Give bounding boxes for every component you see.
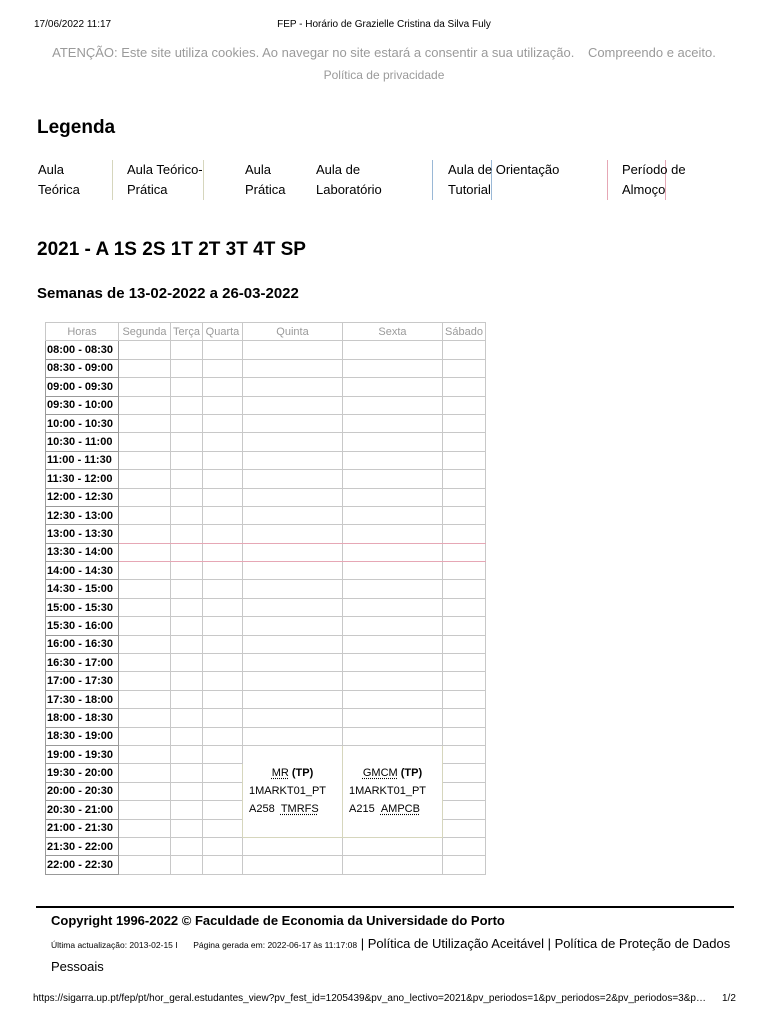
empty-slot	[119, 525, 171, 543]
hour-label: 11:00 - 11:30	[46, 451, 119, 469]
empty-slot	[343, 470, 443, 488]
empty-slot	[171, 470, 203, 488]
empty-slot	[171, 562, 203, 580]
empty-slot	[443, 598, 486, 616]
col-header-sabado: Sábado	[443, 323, 486, 341]
empty-slot	[119, 801, 171, 819]
empty-slot	[203, 598, 243, 616]
hour-label: 12:30 - 13:00	[46, 506, 119, 524]
empty-slot	[203, 709, 243, 727]
empty-slot	[119, 451, 171, 469]
legend-title: Legenda	[37, 117, 116, 138]
print-footer-page: 1/2	[722, 993, 736, 1004]
empty-slot	[171, 690, 203, 708]
empty-slot	[443, 745, 486, 763]
empty-slot	[343, 690, 443, 708]
empty-slot	[203, 580, 243, 598]
empty-slot	[171, 341, 203, 359]
empty-slot	[343, 562, 443, 580]
table-row	[46, 543, 486, 561]
hour-label: 10:30 - 11:00	[46, 433, 119, 451]
empty-slot	[443, 433, 486, 451]
empty-slot	[243, 654, 343, 672]
empty-slot	[343, 488, 443, 506]
table-row	[46, 359, 486, 377]
empty-slot	[171, 525, 203, 543]
empty-slot	[243, 837, 343, 855]
empty-slot	[203, 819, 243, 837]
empty-slot	[443, 690, 486, 708]
col-header-terca: Terça	[171, 323, 203, 341]
hour-label: 13:30 - 14:00	[46, 543, 119, 561]
legend-item-almoco: Período de Almoço	[607, 160, 666, 200]
empty-slot	[171, 672, 203, 690]
table-row	[46, 451, 486, 469]
empty-slot	[243, 378, 343, 396]
class-room: A258	[249, 803, 275, 816]
empty-slot	[343, 525, 443, 543]
empty-slot	[203, 414, 243, 432]
empty-slot	[203, 856, 243, 874]
empty-slot	[171, 745, 203, 763]
empty-slot	[203, 617, 243, 635]
table-row	[46, 414, 486, 432]
empty-slot	[171, 451, 203, 469]
empty-slot	[203, 488, 243, 506]
empty-slot	[171, 414, 203, 432]
table-row	[46, 341, 486, 359]
empty-slot	[171, 856, 203, 874]
table-row	[46, 837, 486, 855]
table-row	[46, 727, 486, 745]
empty-slot	[443, 672, 486, 690]
empty-slot	[203, 837, 243, 855]
footer-divider	[36, 906, 734, 908]
empty-slot	[203, 506, 243, 524]
col-header-quarta: Quarta	[203, 323, 243, 341]
table-row	[46, 396, 486, 414]
empty-slot	[243, 525, 343, 543]
hour-label: 20:00 - 20:30	[46, 782, 119, 800]
empty-slot	[343, 709, 443, 727]
table-row	[46, 745, 486, 763]
empty-slot	[171, 433, 203, 451]
empty-slot	[343, 359, 443, 377]
table-row	[46, 525, 486, 543]
empty-slot	[203, 525, 243, 543]
empty-slot	[119, 745, 171, 763]
empty-slot	[203, 378, 243, 396]
empty-slot	[343, 727, 443, 745]
weeks-title: Semanas de 13-02-2022 a 26-03-2022	[37, 285, 299, 302]
class-type: (TP)	[291, 767, 314, 780]
footer-updated: Última actualização: 2013-02-15 I	[51, 940, 178, 950]
hour-label: 16:30 - 17:00	[46, 654, 119, 672]
empty-slot	[119, 414, 171, 432]
col-header-sexta: Sexta	[343, 323, 443, 341]
hour-label: 17:30 - 18:00	[46, 690, 119, 708]
empty-slot	[171, 506, 203, 524]
print-footer-url: https://sigarra.up.pt/fep/pt/hor_geral.estudantes_view?pv_fest_id=1205439&pv_ano_lectivo=2021&pv_periodos=1&pv_periodos=2&pv_periodos=3&p…	[33, 993, 706, 1004]
empty-slot	[443, 617, 486, 635]
empty-slot	[119, 690, 171, 708]
empty-slot	[443, 451, 486, 469]
empty-slot	[203, 396, 243, 414]
hour-label: 09:00 - 09:30	[46, 378, 119, 396]
empty-slot	[203, 654, 243, 672]
cookie-accept-link[interactable]: Compreendo e aceito.	[587, 45, 716, 60]
hour-label: 18:00 - 18:30	[46, 709, 119, 727]
table-row	[46, 580, 486, 598]
empty-slot	[203, 543, 243, 561]
empty-slot	[243, 488, 343, 506]
empty-slot	[443, 488, 486, 506]
empty-slot	[171, 359, 203, 377]
empty-slot	[119, 782, 171, 800]
empty-slot	[119, 672, 171, 690]
hour-label: 16:00 - 16:30	[46, 635, 119, 653]
col-header-horas: Horas	[46, 323, 119, 341]
table-row	[46, 654, 486, 672]
empty-slot	[119, 654, 171, 672]
table-row	[46, 617, 486, 635]
empty-slot	[119, 562, 171, 580]
empty-slot	[343, 580, 443, 598]
empty-slot	[243, 709, 343, 727]
schedule-title: 2021 - A 1S 2S 1T 2T 3T 4T SP	[37, 239, 306, 260]
empty-slot	[119, 764, 171, 782]
empty-slot	[243, 690, 343, 708]
empty-slot	[243, 506, 343, 524]
table-row	[46, 506, 486, 524]
hour-label: 17:00 - 17:30	[46, 672, 119, 690]
footer-meta	[51, 933, 741, 977]
legend-item-laboratorio: Aula de Laboratório	[316, 162, 382, 197]
empty-slot	[171, 378, 203, 396]
empty-slot	[443, 856, 486, 874]
empty-slot	[119, 543, 171, 561]
empty-slot	[243, 433, 343, 451]
empty-slot	[171, 837, 203, 855]
legend-item-teorica: Aula Teórica	[38, 162, 80, 197]
empty-slot	[203, 433, 243, 451]
empty-slot	[243, 617, 343, 635]
empty-slot	[171, 727, 203, 745]
class-group: 1MARKT01_PT	[249, 785, 327, 798]
empty-slot	[343, 543, 443, 561]
hour-label: 10:00 - 10:30	[46, 414, 119, 432]
table-row	[46, 635, 486, 653]
empty-slot	[443, 727, 486, 745]
empty-slot	[203, 801, 243, 819]
empty-slot	[343, 396, 443, 414]
empty-slot	[171, 617, 203, 635]
footer-policy-links[interactable]: | Política de Utilização Aceitável | Política de Proteção de Dados Pessoais	[51, 936, 731, 974]
empty-slot	[443, 341, 486, 359]
hour-label: 08:30 - 09:00	[46, 359, 119, 377]
table-row	[46, 470, 486, 488]
empty-slot	[243, 414, 343, 432]
empty-slot	[343, 378, 443, 396]
empty-slot	[119, 598, 171, 616]
empty-slot	[443, 470, 486, 488]
cookie-notice-text: ATENÇÃO: Este site utiliza cookies. Ao navegar no site estará a consentir a sua utilização.	[52, 45, 575, 60]
print-header-title: FEP - Horário de Grazielle Cristina da Silva Fuly	[277, 19, 491, 30]
empty-slot	[243, 635, 343, 653]
empty-slot	[203, 690, 243, 708]
table-row	[46, 709, 486, 727]
table-row	[46, 378, 486, 396]
empty-slot	[119, 470, 171, 488]
table-row	[46, 690, 486, 708]
empty-slot	[343, 451, 443, 469]
empty-slot	[443, 506, 486, 524]
col-header-quinta: Quinta	[243, 323, 343, 341]
class-group: 1MARKT01_PT	[349, 785, 427, 798]
empty-slot	[119, 856, 171, 874]
empty-slot	[119, 727, 171, 745]
empty-slot	[243, 341, 343, 359]
empty-slot	[119, 359, 171, 377]
teacher-link[interactable]: AMPCB	[380, 803, 420, 816]
col-header-segunda: Segunda	[119, 323, 171, 341]
legend-item-pratica: Aula Prática	[245, 162, 286, 197]
hour-label: 09:30 - 10:00	[46, 396, 119, 414]
empty-slot	[171, 782, 203, 800]
schedule-table	[45, 322, 486, 875]
empty-slot	[203, 562, 243, 580]
empty-slot	[443, 635, 486, 653]
empty-slot	[443, 359, 486, 377]
course-code-link[interactable]: GMCM	[362, 767, 398, 780]
hour-label: 11:30 - 12:00	[46, 470, 119, 488]
empty-slot	[119, 635, 171, 653]
empty-slot	[443, 525, 486, 543]
empty-slot	[443, 654, 486, 672]
empty-slot	[343, 654, 443, 672]
empty-slot	[343, 856, 443, 874]
empty-slot	[171, 654, 203, 672]
empty-slot	[203, 727, 243, 745]
empty-slot	[343, 341, 443, 359]
empty-slot	[443, 819, 486, 837]
hour-label: 15:00 - 15:30	[46, 598, 119, 616]
empty-slot	[443, 414, 486, 432]
footer-generated: Página gerada em: 2022-06-17 às 11:17:08	[193, 940, 358, 950]
empty-slot	[343, 598, 443, 616]
legend-item-teorico-pratica: Aula Teórico- Prática	[112, 160, 204, 200]
empty-slot	[243, 598, 343, 616]
empty-slot	[243, 672, 343, 690]
legend-item-orientacao-tutorial: Aula de Orientação Tutorial	[432, 160, 492, 200]
hour-label: 12:00 - 12:30	[46, 488, 119, 506]
hour-label: 18:30 - 19:00	[46, 727, 119, 745]
class-cell-friday[interactable]	[343, 745, 443, 837]
empty-slot	[343, 433, 443, 451]
empty-slot	[443, 580, 486, 598]
empty-slot	[171, 635, 203, 653]
table-row	[46, 433, 486, 451]
empty-slot	[203, 451, 243, 469]
table-row	[46, 672, 486, 690]
hour-label: 15:30 - 16:00	[46, 617, 119, 635]
hour-label: 13:00 - 13:30	[46, 525, 119, 543]
empty-slot	[171, 709, 203, 727]
empty-slot	[443, 837, 486, 855]
empty-slot	[343, 672, 443, 690]
hour-label: 22:00 - 22:30	[46, 856, 119, 874]
teacher-link[interactable]: TMRFS	[280, 803, 319, 816]
privacy-policy-link[interactable]: Política de privacidade	[323, 68, 445, 82]
empty-slot	[243, 470, 343, 488]
empty-slot	[171, 801, 203, 819]
empty-slot	[243, 562, 343, 580]
empty-slot	[443, 396, 486, 414]
hour-label: 21:30 - 22:00	[46, 837, 119, 855]
empty-slot	[171, 598, 203, 616]
empty-slot	[203, 782, 243, 800]
empty-slot	[119, 433, 171, 451]
empty-slot	[343, 837, 443, 855]
empty-slot	[119, 617, 171, 635]
class-room: A215	[349, 803, 375, 816]
empty-slot	[343, 617, 443, 635]
empty-slot	[243, 396, 343, 414]
empty-slot	[171, 580, 203, 598]
hour-label: 20:30 - 21:00	[46, 801, 119, 819]
hour-label: 19:00 - 19:30	[46, 745, 119, 763]
cookie-notice	[0, 45, 768, 60]
empty-slot	[119, 506, 171, 524]
hour-label: 14:00 - 14:30	[46, 562, 119, 580]
table-row	[46, 562, 486, 580]
empty-slot	[203, 635, 243, 653]
empty-slot	[203, 764, 243, 782]
empty-slot	[119, 488, 171, 506]
empty-slot	[119, 819, 171, 837]
course-code-link[interactable]: MR	[271, 767, 289, 780]
empty-slot	[203, 341, 243, 359]
hour-label: 14:30 - 15:00	[46, 580, 119, 598]
empty-slot	[119, 341, 171, 359]
table-row	[46, 488, 486, 506]
empty-slot	[443, 378, 486, 396]
hour-label: 08:00 - 08:30	[46, 341, 119, 359]
empty-slot	[171, 488, 203, 506]
hour-label: 19:30 - 20:00	[46, 764, 119, 782]
empty-slot	[243, 451, 343, 469]
empty-slot	[243, 580, 343, 598]
class-cell-thursday[interactable]	[243, 745, 343, 837]
empty-slot	[171, 396, 203, 414]
empty-slot	[119, 709, 171, 727]
table-row	[46, 856, 486, 874]
empty-slot	[203, 745, 243, 763]
table-row	[46, 598, 486, 616]
empty-slot	[243, 543, 343, 561]
empty-slot	[203, 359, 243, 377]
empty-slot	[171, 543, 203, 561]
empty-slot	[203, 470, 243, 488]
empty-slot	[243, 727, 343, 745]
empty-slot	[443, 782, 486, 800]
empty-slot	[343, 506, 443, 524]
table-header-row	[46, 323, 486, 341]
empty-slot	[119, 580, 171, 598]
empty-slot	[443, 543, 486, 561]
empty-slot	[343, 414, 443, 432]
empty-slot	[443, 562, 486, 580]
class-type: (TP)	[400, 767, 423, 780]
empty-slot	[119, 378, 171, 396]
empty-slot	[171, 819, 203, 837]
empty-slot	[171, 764, 203, 782]
empty-slot	[443, 801, 486, 819]
print-header-date: 17/06/2022 11:17	[34, 19, 112, 30]
empty-slot	[203, 672, 243, 690]
hour-label: 21:00 - 21:30	[46, 819, 119, 837]
footer-copyright: Copyright 1996-2022 © Faculdade de Economia da Universidade do Porto	[51, 913, 505, 928]
empty-slot	[443, 764, 486, 782]
empty-slot	[343, 635, 443, 653]
empty-slot	[443, 709, 486, 727]
empty-slot	[119, 837, 171, 855]
empty-slot	[243, 856, 343, 874]
empty-slot	[119, 396, 171, 414]
empty-slot	[243, 359, 343, 377]
